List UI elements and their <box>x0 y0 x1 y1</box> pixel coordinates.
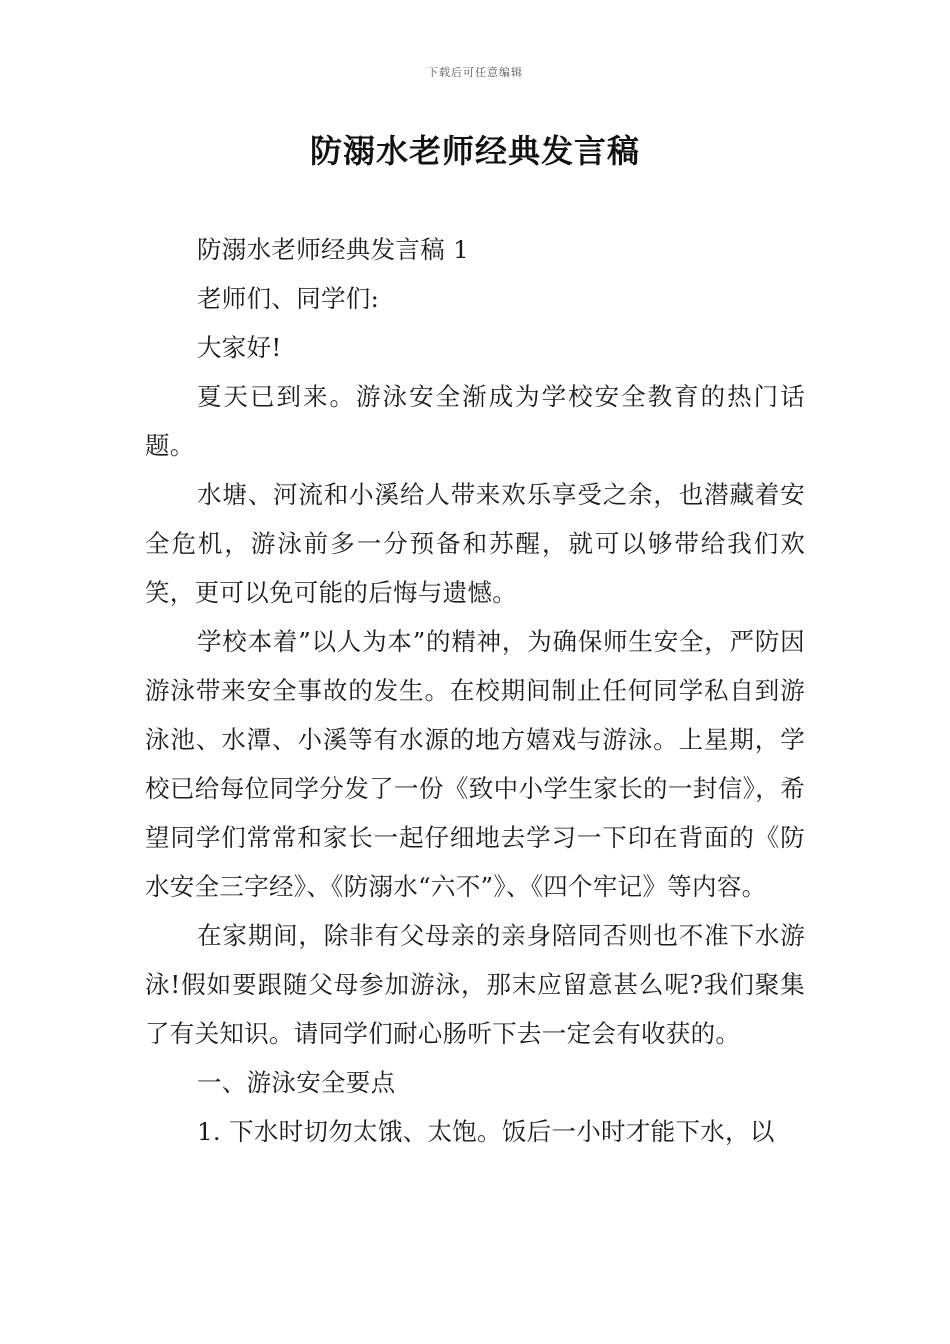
paragraph-school-policy: 学校本着”以人为本”的精神，为确保师生安全，严防因游泳带来安全事故的发生。在校期间制止任何同学私自到游泳池、水潭、小溪等有水源的地方嬉戏与游泳。上星期，学校已给每位同学分发了一份《致中小学生家长的一封信》，希望同学们常常和家长一起仔细地去学习一下印在背面的《防水安全三字经》、《防溺水“六不”》、《四个牢记》等内容。 <box>145 627 805 901</box>
paragraph-danger: 水塘、河流和小溪给人带来欢乐享受之余，也潜藏着安全危机，游泳前多一分预备和苏醒，就可以够带给我们欢笑，更可以免可能的后悔与遗憾。 <box>145 480 805 607</box>
document-body <box>145 225 805 1156</box>
section-heading-swim-safety: 一、游泳安全要点 <box>197 1068 396 1097</box>
list-item-1: 1. 下水时切勿太饿、太饱。饭后一小时才能下水，以 <box>197 1117 775 1146</box>
paragraph-greeting-audience: 老师们、同学们: <box>197 284 380 313</box>
document-title: 防溺水老师经典发言稿 <box>309 132 640 170</box>
paragraph-home-safety: 在家期间，除非有父母亲的亲身陪同否则也不准下水游泳!假如要跟随父母参加游泳，那末应留意甚么呢?我们聚集了有关知识。请同学们耐心肠听下去一定会有收获的。 <box>145 921 805 1048</box>
paragraph-summer: 夏天已到来。游泳安全渐成为学校安全教育的热门话题。 <box>145 382 805 460</box>
paragraph-subtitle: 防溺水老师经典发言稿 1 <box>197 235 469 264</box>
paragraph-greeting: 大家好! <box>197 333 282 362</box>
header-note: 下载后可任意编辑 <box>427 66 523 79</box>
